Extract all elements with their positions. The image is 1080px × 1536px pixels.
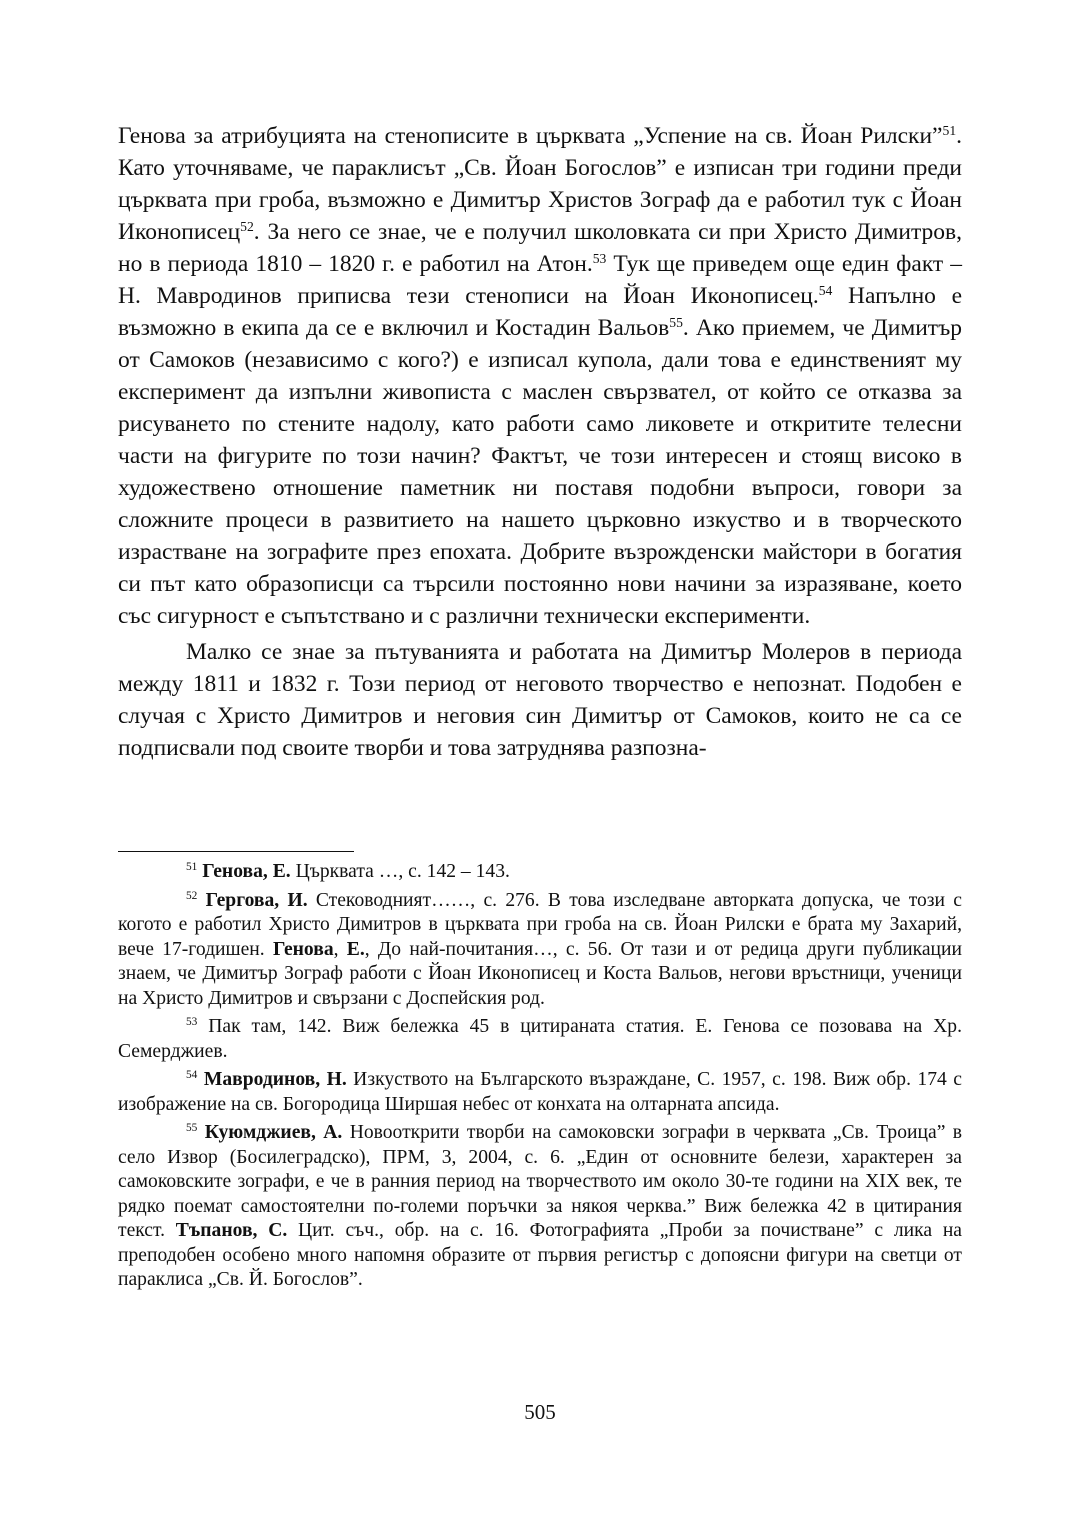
footnote-author: Куюмджиев, А. <box>204 1122 343 1143</box>
paragraph-2: Малко се знае за пътуванията и работата на Димитър Молеров в периода между 1811 и 1832 г. Този период от неговото творчество е непознат. Подобен е случая с Христо Димитров и неговия син Димитър от Самоков, които не са се подписвали под своите творби и това затруднява разпозна- <box>118 639 962 761</box>
footnote-51: $^{51}$ Генова, Е. Църквата …, с. 142 – 143. <box>186 861 510 882</box>
footnote-55: $^{55}$ Куюмджиев, А. Новооткрити творби на самоковски зографи в черквата „Св. Троица” в село Извор (Босилеградско), ПРМ, 3, 2004, с. 6. „Един от основните белези, характерен за самоковските зографи, е че в ранния период на творчеството им около 30-те години на XIX век, те рядко поемат самостоятелни по-големи поръчки за някоя черква.” Виж бележка 42 в цитирания текст. Тъпанов, С. Цит. съч., обр. на с. 16. Фотографията „Проби за почистване” с лика на преподобен особено много напомня образите от първия регистър с допоясни фигури на светци от параклиса „Св. Й. Богослов”. <box>118 1122 963 1290</box>
footnote-author: Е. <box>346 938 365 960</box>
page-number: 505 <box>524 1400 556 1424</box>
footnote-number: 52 <box>186 889 198 902</box>
footnote-ref-55[interactable]: 55 <box>669 314 683 330</box>
footnote-author: Генова <box>272 938 334 960</box>
footnote-ref-53[interactable]: 53 <box>592 250 607 266</box>
footnote-ref-52[interactable]: 52 <box>240 218 254 234</box>
footnote-52: $^{52}$ Гергова, И. Стеководният……, с. 276. В това изследване авторката допуска, че този с когото е работил Христо Димитров в църквата при гроба на св. Йоан Рилски е брата му Захарий, вече 17-годишен. Генова, Е., До най-почитания…, с. 56. От тази и от редица други публикации знаем, че Димитър Зограф работи с Йоан Иконописец и Коста Вальов, негови връстници, ученици на Христо Димитров и свързани с Доспейския род. <box>118 889 963 1009</box>
footnote-ref-51[interactable]: 51 <box>942 122 957 138</box>
footnote-number: 51 <box>186 861 198 874</box>
footnote-author: Мавродинов, Н. <box>203 1069 347 1090</box>
footnote-53: $^{53}$ Пак там, 142. Виж бележка 45 в цитираната статия. Е. Генова се позовава на Хр. Семерджиев. <box>118 1016 962 1062</box>
footnote-author: Генова, Е. <box>202 861 291 882</box>
footnote-separator <box>118 851 354 852</box>
footnote-number: 55 <box>186 1122 198 1135</box>
footnotes <box>118 860 962 1297</box>
footnote-author: Тъпанов, С. <box>175 1220 288 1241</box>
footnote-number: 54 <box>186 1069 198 1082</box>
footnote-54: $^{54}$ Мавродинов, Н. Изкуството на Българското възраждане, С. 1957, с. 198. Виж обр. 174 с изображение на св. Богородица Ширшая небес от конхата на олтарната апсида. <box>118 1069 962 1115</box>
footnote-number: 53 <box>186 1016 198 1029</box>
paragraph-1: Генова за атрибуцията на стенописите в църквата „Успение на св. Йоан Рилски”$^{51}$. Като уточняваме, че параклисът „Св. Йоан Богослов” е изписан три години преди църквата при гроба, възможно е Димитър Христов Зограф да е работил тук с Йоан Иконописец$^{52}$. За него се знае, че е получил школовката си при Христо Димитров, но в периода 1810 – 1820 г. е работил на Атон.$^{53}$ Тук ще приведем още един факт – Н. Мавродинов приписва тези стенописи на Йоан Иконописец.$^{54}$ Напълно е възможно в екипа да се е включил и Костадин Вальов$^{55}$. Ако приемем, че Димитър от Самоков (независимо с кого?) е изписал купола, дали това е единственият му експеримент да изпълни живописта с маслен свързвател, от който се отказва за рисуването по стените надолу, като работи само ликовете и откритите телесни части на фигурите по този начин? Фактът, че този интересен и стоящ високо в художествено отношение паметник ни поставя подобни въпроси, говори за сложните процеси в развитието на нашето църковно изкуство и в творческото израстване на зографите през епохата. Добрите възрожденски майстори в богатия си път като образописци са търсили постоянно нови начини за изразяване, което със сигурност е съпътствано и с различни технически експерименти. <box>118 122 963 629</box>
footnote-author: Гергова, И. <box>205 889 308 911</box>
main-text <box>118 120 962 764</box>
footnote-ref-54[interactable]: 54 <box>818 282 833 298</box>
